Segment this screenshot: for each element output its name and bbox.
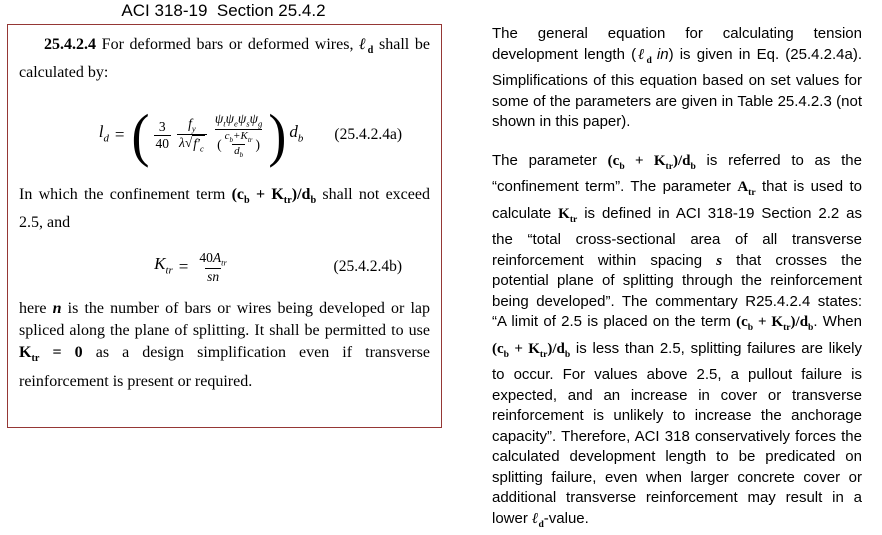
text-run: -value. (544, 510, 589, 527)
text-run: is the number of bars or wires being developed or lap spliced along the plane of splitting. It shall be permitted to use (19, 300, 430, 339)
commentary-paragraph-2 (492, 151, 862, 535)
text-run: that crosses the potential plane of splitting through the reinforcement being developed”. The commentary R25.4.2.4 states: “A limit of 2.5 is placed on the term (492, 252, 862, 331)
db-variable: $d_b$ (289, 121, 303, 149)
atr-term: $A_{tr}$ (737, 179, 755, 195)
text-run: . When (813, 313, 862, 330)
section-number: 25.4.2.4 (44, 36, 96, 53)
text-run: as a design simplification even if transverse reinforcement is present or required. (19, 344, 430, 389)
sqrt-fprime-c: √ $f'_c$ (185, 135, 205, 154)
text-run: is referred to as the “confinement term”. The parameter (492, 152, 862, 196)
commentary-column (492, 24, 862, 535)
ld-symbol: ℓ$_d$ (359, 36, 373, 53)
code-paragraph-1 (19, 34, 430, 84)
inner-fraction-cb-ktr-db: $\frac{c_b+K_{tr}}{d_b}$ (223, 130, 255, 160)
text-run: shall be calculated by: (19, 36, 430, 81)
inch-unit: in (657, 46, 669, 63)
equals-sign: = (115, 124, 125, 146)
equation-number-b: (25.4.2.4b) (334, 256, 402, 278)
ld-symbol: ℓ$_d$ (532, 511, 544, 527)
code-excerpt-box (7, 24, 442, 428)
text-run: that is used to calculate (492, 178, 862, 222)
s-variable: s (716, 253, 722, 269)
equation-25424a (19, 98, 430, 172)
text-run: In which the confinement term (19, 186, 232, 203)
confinement-term: $(c_b + K_{tr})/d_b$ (492, 341, 570, 357)
equation-formula (154, 250, 232, 285)
page-title: ACI 318-19 Section 25.4.2 (7, 1, 440, 21)
text-run: here (19, 300, 53, 317)
equation-number-a: (25.4.2.4a) (334, 124, 402, 146)
fraction-40atr-sn: $\frac{40A_{tr}}{sn}$ (197, 250, 229, 285)
equals-zero: = 0 (39, 344, 82, 361)
text-run: is less than 2.5, splitting failures are likely to occur. For values above 2.5, a pullout failure is expected, and an increase in cover or transverse reinforcement is unlikely to increase the anchorage capacity”. Therefore, ACI 318 conservatively forces the calculated development length to be predicated on splitting failure, even when larger concrete cover or additional transverse reinforcement may result in a lower (492, 340, 862, 527)
n-variable: n (53, 300, 62, 317)
fraction-psi-confinement: $\psi_t\psi_e\psi_s\psi_g$ ( $\frac{c_b+K_{tr}}{d_b}$ ) (213, 111, 264, 160)
text-run: shall not exceed 2.5, and (19, 186, 430, 231)
open-paren: ( (132, 105, 150, 164)
ld-variable: $l_d$ (99, 121, 109, 149)
fraction-3-40: $\frac{3}{40}$ (154, 119, 172, 152)
equation-formula (99, 108, 304, 162)
text-run: The parameter (492, 152, 608, 169)
confinement-term: $(c_b + K_{tr})/d_b$ (608, 153, 696, 169)
confinement-term: $(c_b + K_{tr})/d_b$ (232, 186, 317, 203)
close-paren: ) (268, 105, 286, 164)
confinement-term: $(c_b + K_{tr})/d_b$ (736, 314, 813, 330)
code-paragraph-2 (19, 184, 430, 234)
text-run: is defined in ACI 318-19 Section 2.2 as the “total cross-sectional area of all transverse reinforcement within spacing (492, 205, 862, 269)
equation-25424b (19, 246, 430, 288)
code-paragraph-3 (19, 298, 430, 392)
ktr-variable: $K_{tr}$ (154, 253, 173, 281)
text-run: For deformed bars or deformed wires, (96, 36, 359, 53)
ktr-term: $K_{tr}$ (558, 206, 577, 222)
text-run: The general equation for calculating tension development length ( (492, 25, 862, 63)
fraction-fy-lambda-sqrtfc: $f_y$ λ √ $f'_c$ (177, 116, 207, 154)
commentary-paragraph-1 (492, 24, 862, 133)
ld-symbol: ℓ$_d$ (636, 47, 652, 63)
text-run: ) is given in Eq. (25.4.2.4a). Simplifications of this equation based on set values for some of the parameters are given in Table 25.4.2.3 (not shown in this paper). (492, 46, 862, 131)
ktr-term: $K_{tr}$ (19, 344, 39, 361)
equals-sign: = (179, 256, 189, 278)
